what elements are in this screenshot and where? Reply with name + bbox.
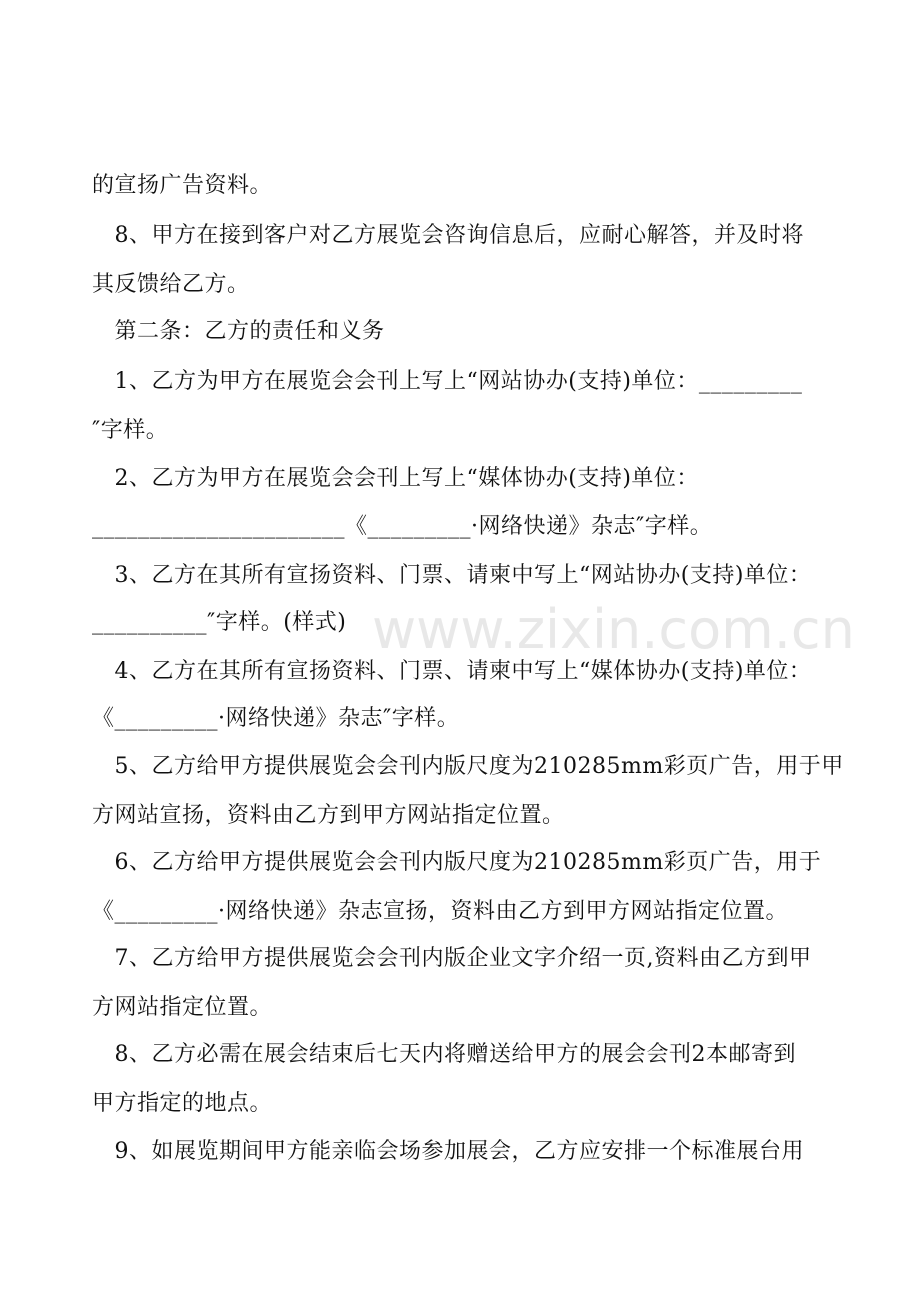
text-line: 2、乙方为甲方在展览会会刊上写上“媒体协办(支持)单位： — [92, 466, 699, 491]
text-line: 甲方指定的地点。 — [92, 1091, 273, 1116]
watermark: www.zixin.com.cn — [372, 598, 855, 661]
text-line: 的宣扬广告资料。 — [92, 173, 273, 198]
text-line: 其反馈给乙方。 — [92, 272, 250, 297]
text-line: ″字样。 — [92, 418, 169, 443]
text-line: 7、乙方给甲方提供展览会会刊内版企业文字介绍一页,资料由乙方到甲 — [92, 946, 812, 971]
text-line: 9、如展览期间甲方能亲临会场参加展会，乙方应安排一个标准展台用 — [92, 1139, 804, 1164]
text-line: 《_________·网络快递》杂志宣扬，资料由乙方到甲方网站指定位置。 — [92, 899, 788, 924]
text-line: 方网站宣扬，资料由乙方到甲方网站指定位置。 — [92, 803, 565, 828]
text-line: 3、乙方在其所有宣扬资料、门票、请柬中写上“网站协办(支持)单位： — [92, 563, 812, 588]
section-heading: 第二条：乙方的责任和义务 — [92, 319, 385, 344]
text-line: 8、乙方必需在展会结束后七天内将赠送给甲方的展会会刊2本邮寄到 — [92, 1042, 796, 1067]
text-line: 《_________·网络快递》杂志″字样。 — [92, 706, 460, 731]
text-line: 6、乙方给甲方提供展览会会刊内版尺度为210285mm彩页广告，用于 — [92, 850, 822, 875]
text-line: 5、乙方给甲方提供展览会会刊内版尺度为210285mm彩页广告，用于甲 — [92, 754, 844, 779]
text-line: __________″字样。(样式) — [92, 610, 347, 635]
text-line: 1、乙方为甲方在展览会会刊上写上“网站协办(支持)单位：_________ — [92, 369, 803, 394]
text-line: 4、乙方在其所有宣扬资料、门票、请柬中写上“媒体协办(支持)单位： — [92, 659, 812, 684]
text-line: ______________________《_________·网络快递》杂志″字样。 — [92, 514, 713, 539]
text-line: 方网站指定位置。 — [92, 995, 273, 1020]
text-line: 8、甲方在接到客户对乙方展览会咨询信息后，应耐心解答，并及时将 — [92, 223, 804, 248]
